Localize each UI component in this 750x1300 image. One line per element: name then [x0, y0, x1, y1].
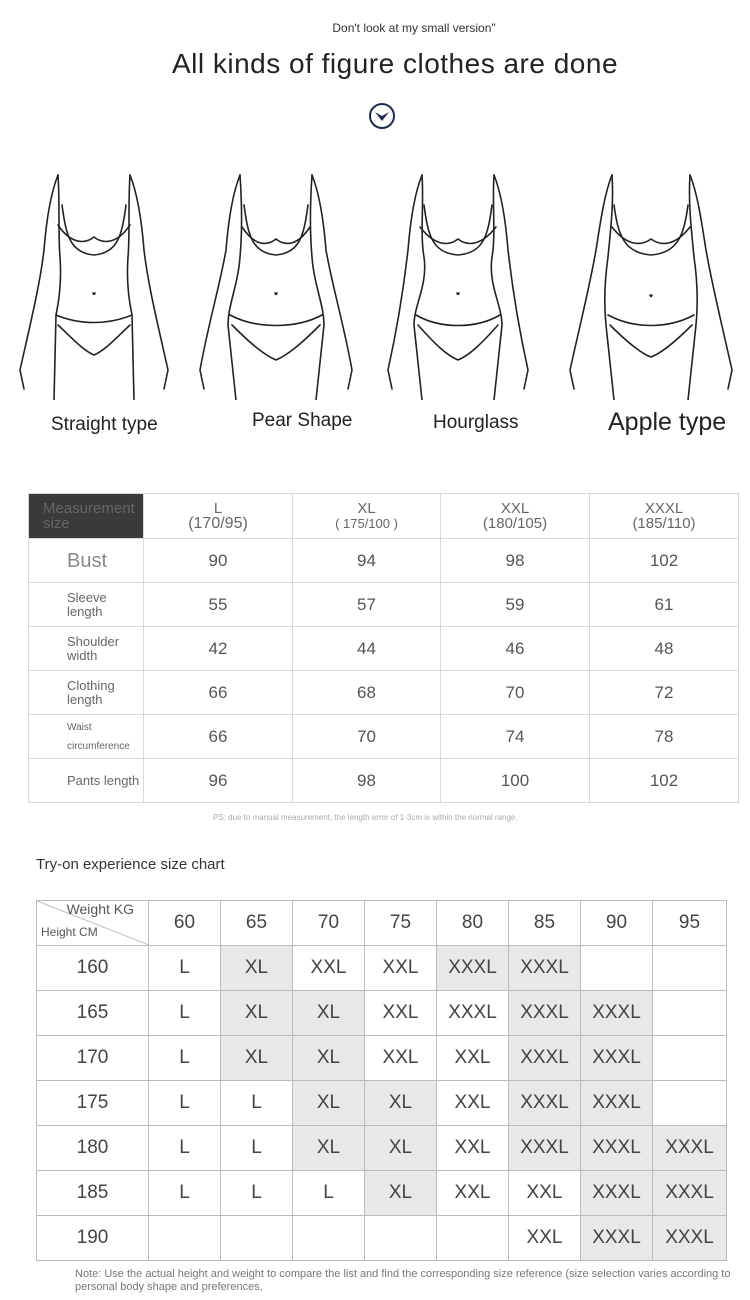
size-cell: XXL [365, 991, 437, 1036]
size-cell [653, 1036, 727, 1081]
weight-header-cell: 60 [149, 901, 221, 946]
size-cell: L [149, 991, 221, 1036]
height-cell: 165 [37, 991, 149, 1036]
size-cell: XXL [437, 1126, 509, 1171]
size-cell: XXXL [581, 1081, 653, 1126]
measurement-corner: Measurement size [29, 494, 144, 539]
height-cell: 160 [37, 946, 149, 991]
size-cell: XL [221, 991, 293, 1036]
size-cell: XL [293, 1081, 365, 1126]
size-cell [149, 1216, 221, 1261]
measurement-cell: 68 [293, 671, 441, 715]
size-cell [221, 1216, 293, 1261]
size-header-xxxl: XXXL (185/110) [590, 494, 739, 539]
size-cell: XXXL [653, 1216, 727, 1261]
size-cell: XXL [365, 1036, 437, 1081]
measurement-cell: 48 [590, 627, 739, 671]
size-header-l: L (170/95) [144, 494, 293, 539]
measurement-row [29, 759, 739, 803]
figure-label-apple: Apple type [608, 408, 727, 436]
measurement-row-label: Pants length [29, 759, 144, 803]
size-cell: XXXL [509, 1126, 581, 1171]
size-cell: XXXL [581, 1171, 653, 1216]
figure-label-straight: Straight type [51, 414, 158, 435]
measurement-row-label: Sleeve length [29, 583, 144, 627]
size-cell: XL [221, 946, 293, 991]
measurement-header-row [29, 494, 739, 539]
size-header-xl: XL ( 175/100 ) [293, 494, 441, 539]
size-cell: XXL [293, 946, 365, 991]
figure-label-pear: Pear Shape [252, 410, 353, 431]
eyebrow-text: Don't look at my small version" [332, 21, 496, 35]
body-shape-figures [0, 165, 750, 400]
tryon-size-table [36, 900, 727, 1261]
figure-pear-icon [200, 175, 352, 400]
measurement-row-label: Shoulder width [29, 627, 144, 671]
size-cell [437, 1216, 509, 1261]
tryon-row [37, 946, 727, 991]
measurement-cell: 98 [293, 759, 441, 803]
measurement-table [28, 493, 739, 803]
size-cell: XXL [437, 1081, 509, 1126]
size-cell: XXXL [509, 1081, 581, 1126]
measurement-row [29, 539, 739, 583]
size-cell: XXL [437, 1036, 509, 1081]
tryon-title: Try-on experience size chart [36, 856, 225, 873]
size-cell: L [221, 1126, 293, 1171]
measurement-row-label: Clothing length [29, 671, 144, 715]
measurement-cell: 94 [293, 539, 441, 583]
size-cell: XXXL [653, 1126, 727, 1171]
weight-header-cell: 65 [221, 901, 293, 946]
size-cell [653, 1081, 727, 1126]
measurement-row [29, 671, 739, 715]
measurement-cell: 70 [441, 671, 590, 715]
figure-hourglass-icon [388, 175, 528, 400]
size-header-xxl: XXL (180/105) [441, 494, 590, 539]
size-cell: XXXL [581, 991, 653, 1036]
tryon-note: Note: Use the actual height and weight to compare the list and find the corresponding size reference (size selection varies according to personal body shape and preferences, [75, 1268, 731, 1293]
tryon-corner [37, 901, 149, 946]
measurement-cell: 61 [590, 583, 739, 627]
measurement-row-label: Waist circumference [29, 715, 144, 759]
measurement-cell: 96 [144, 759, 293, 803]
size-cell: XL [365, 1081, 437, 1126]
tryon-row [37, 991, 727, 1036]
height-cell: 185 [37, 1171, 149, 1216]
weight-axis-label: Weight KG [66, 901, 134, 917]
weight-header-cell: 95 [653, 901, 727, 946]
size-cell: L [149, 1171, 221, 1216]
size-cell: L [293, 1171, 365, 1216]
tryon-row [37, 1126, 727, 1171]
size-cell: XXL [437, 1171, 509, 1216]
measurement-row [29, 627, 739, 671]
measurement-cell: 55 [144, 583, 293, 627]
measurement-cell: 44 [293, 627, 441, 671]
size-cell: XXXL [581, 1036, 653, 1081]
size-cell: XL [293, 1036, 365, 1081]
measurement-cell: 46 [441, 627, 590, 671]
size-cell [293, 1216, 365, 1261]
tryon-row [37, 1081, 727, 1126]
size-cell: L [149, 1126, 221, 1171]
size-cell: XL [293, 991, 365, 1036]
weight-header-cell: 75 [365, 901, 437, 946]
measurement-cell: 98 [441, 539, 590, 583]
size-cell: XXXL [509, 946, 581, 991]
size-cell: L [221, 1081, 293, 1126]
size-cell: XXL [509, 1171, 581, 1216]
size-cell: L [221, 1171, 293, 1216]
measurement-cell: 57 [293, 583, 441, 627]
measurement-cell: 74 [441, 715, 590, 759]
height-axis-label: Height CM [41, 925, 98, 939]
size-cell: L [149, 1036, 221, 1081]
measurement-cell: 66 [144, 715, 293, 759]
size-cell: XXXL [437, 946, 509, 991]
height-cell: 170 [37, 1036, 149, 1081]
size-cell [653, 991, 727, 1036]
size-cell: XXL [509, 1216, 581, 1261]
size-cell: L [149, 946, 221, 991]
measurement-cell: 78 [590, 715, 739, 759]
measurement-cell: 66 [144, 671, 293, 715]
height-cell: 180 [37, 1126, 149, 1171]
weight-header-cell: 85 [509, 901, 581, 946]
figure-apple-icon [570, 175, 732, 400]
size-cell: XL [293, 1126, 365, 1171]
size-cell [653, 946, 727, 991]
size-cell: XXXL [653, 1171, 727, 1216]
measurement-cell: 102 [590, 539, 739, 583]
height-cell: 175 [37, 1081, 149, 1126]
measurement-cell: 90 [144, 539, 293, 583]
tryon-row [37, 1171, 727, 1216]
measurement-row [29, 583, 739, 627]
size-cell: XXXL [437, 991, 509, 1036]
measurement-cell: 59 [441, 583, 590, 627]
weight-header-cell: 80 [437, 901, 509, 946]
measurement-ps-note: PS: due to manual measurement, the length error of 1-3cm is within the normal range. [213, 813, 518, 822]
figure-straight-icon [20, 175, 168, 400]
measurement-cell: 102 [590, 759, 739, 803]
size-cell: XXXL [509, 1036, 581, 1081]
size-cell: L [149, 1081, 221, 1126]
size-cell [581, 946, 653, 991]
tryon-row [37, 1036, 727, 1081]
tryon-row [37, 1216, 727, 1261]
chevron-down-circle-icon [368, 102, 396, 130]
size-cell: XXL [365, 946, 437, 991]
size-cell: XL [365, 1126, 437, 1171]
measurement-row [29, 715, 739, 759]
figure-label-hourglass: Hourglass [433, 412, 519, 433]
height-cell: 190 [37, 1216, 149, 1261]
measurement-cell: 70 [293, 715, 441, 759]
weight-header-cell: 70 [293, 901, 365, 946]
size-cell [365, 1216, 437, 1261]
size-cell: XXXL [509, 991, 581, 1036]
measurement-cell: 72 [590, 671, 739, 715]
tryon-header-row [37, 901, 727, 946]
size-cell: XXXL [581, 1126, 653, 1171]
size-cell: XXXL [581, 1216, 653, 1261]
size-cell: XL [221, 1036, 293, 1081]
weight-header-cell: 90 [581, 901, 653, 946]
measurement-cell: 42 [144, 627, 293, 671]
measurement-cell: 100 [441, 759, 590, 803]
page-headline: All kinds of figure clothes are done [171, 48, 619, 79]
measurement-row-label: Bust [29, 539, 144, 583]
size-cell: XL [365, 1171, 437, 1216]
